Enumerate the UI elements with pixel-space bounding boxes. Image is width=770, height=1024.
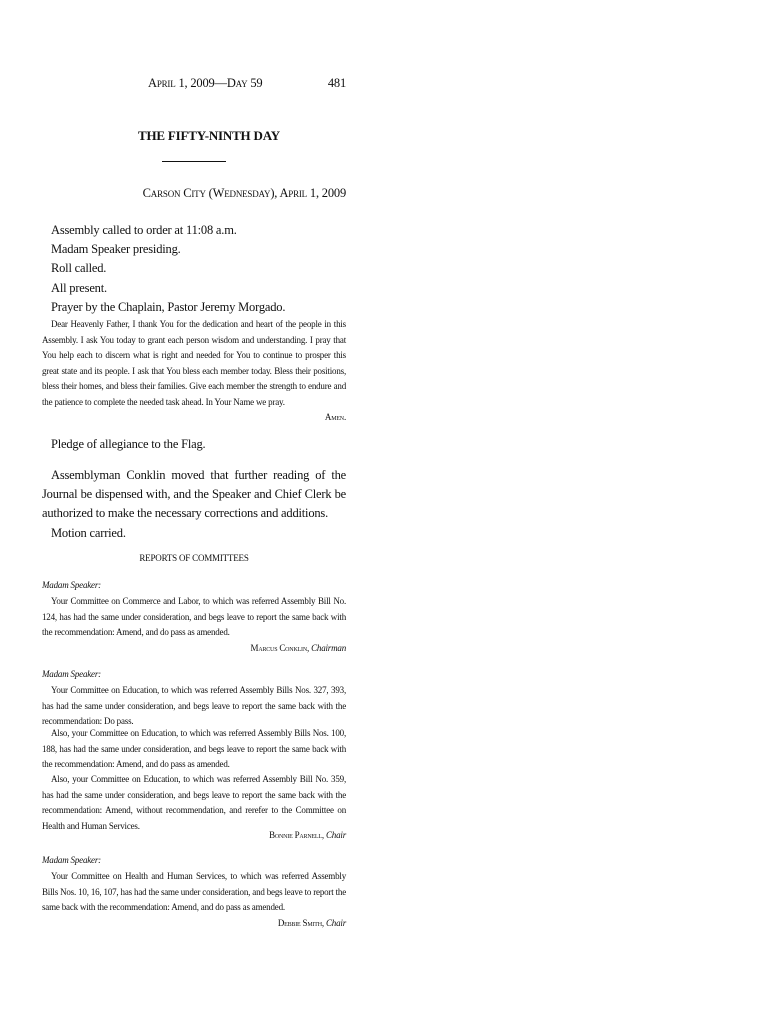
prayer-intro: Prayer by the Chaplain, Pastor Jeremy Morgado. — [51, 300, 286, 314]
speaker-presiding: Madam Speaker presiding. — [51, 242, 181, 256]
dateline: Carson City (Wednesday), April 1, 2009 — [142, 186, 346, 200]
amen: Amen. — [324, 412, 346, 422]
motion-result: Motion carried. — [51, 526, 126, 540]
running-head: April 1, 2009—Day 59 — [148, 76, 263, 90]
title-rule — [162, 161, 226, 162]
signer-name: Debbie Smith, — [277, 918, 324, 928]
report-salutation: Madam Speaker: — [42, 669, 101, 679]
report-signature — [278, 916, 346, 932]
section-heading: REPORTS OF COMMITTEES — [139, 553, 249, 563]
journal-page — [42, 0, 346, 1024]
signer-title: Chairman — [311, 643, 346, 653]
signer-name: Marcus Conklin, — [250, 643, 310, 653]
report-paragraph: Also, your Committee on Education, to which was referred Assembly Bill No. 359, has had the same under consideration, and begs leave to report the same back with the recommendation: Amend, without recommendation, and rerefer to the Committee on Health and Human Services. — [42, 774, 346, 831]
motion-text: Assemblyman Conklin moved that further reading of the Journal be dispensed with, and the Speaker and Chief Clerk be authorized to make the necessary corrections and additions. — [42, 468, 346, 521]
call-to-order: Assembly called to order at 11:08 a.m. — [51, 223, 237, 237]
page-title: THE FIFTY-NINTH DAY — [138, 128, 280, 143]
prayer-text: Dear Heavenly Father, I thank You for the dedication and heart of the people in this Assembly. I ask You today to grant each person wisdom and understanding. I pray that You help each to discern what is right and needed for You to continue to prosper this great state and its people. I ask that You bless each member today. Bless their positions, bless their homes, and bless their families. Give each member the strength to endure and the patience to complete the needed task ahead. In Your Name we pray. — [42, 319, 346, 407]
report-salutation: Madam Speaker: — [42, 855, 101, 865]
report-paragraph: Your Committee on Health and Human Services, to which was referred Assembly Bills Nos. 10, 16, 107, has had the same under consideration, and begs leave to report the same back with the recommendation: Amend, and do pass as amended. — [42, 871, 346, 913]
signer-name: Bonnie Parnell, — [269, 830, 324, 840]
report-paragraph: Your Committee on Education, to which was referred Assembly Bills Nos. 327, 393, has had the same under consideration, and begs leave to report the same back with the recommendation: Do pass. — [42, 685, 346, 727]
signer-title: Chair — [325, 830, 346, 840]
report-signature — [251, 641, 346, 657]
report-paragraph: Also, your Committee on Education, to which was referred Assembly Bills Nos. 100, 188, has had the same under consideration, and begs leave to report the same back with the recommendation: Amend, and do pass as amended. — [42, 728, 346, 770]
report-salutation: Madam Speaker: — [42, 580, 101, 590]
all-present: All present. — [51, 281, 107, 295]
report-signature — [269, 828, 346, 844]
pledge: Pledge of allegiance to the Flag. — [51, 437, 206, 451]
roll-called: Roll called. — [51, 261, 107, 275]
report-paragraph: Your Committee on Commerce and Labor, to which was referred Assembly Bill No. 124, has had the same under consideration, and begs leave to report the same back with the recommendation: Amend, and do pass as amended. — [42, 596, 346, 638]
page-number: 481 — [327, 76, 346, 90]
signer-title: Chair — [325, 918, 346, 928]
